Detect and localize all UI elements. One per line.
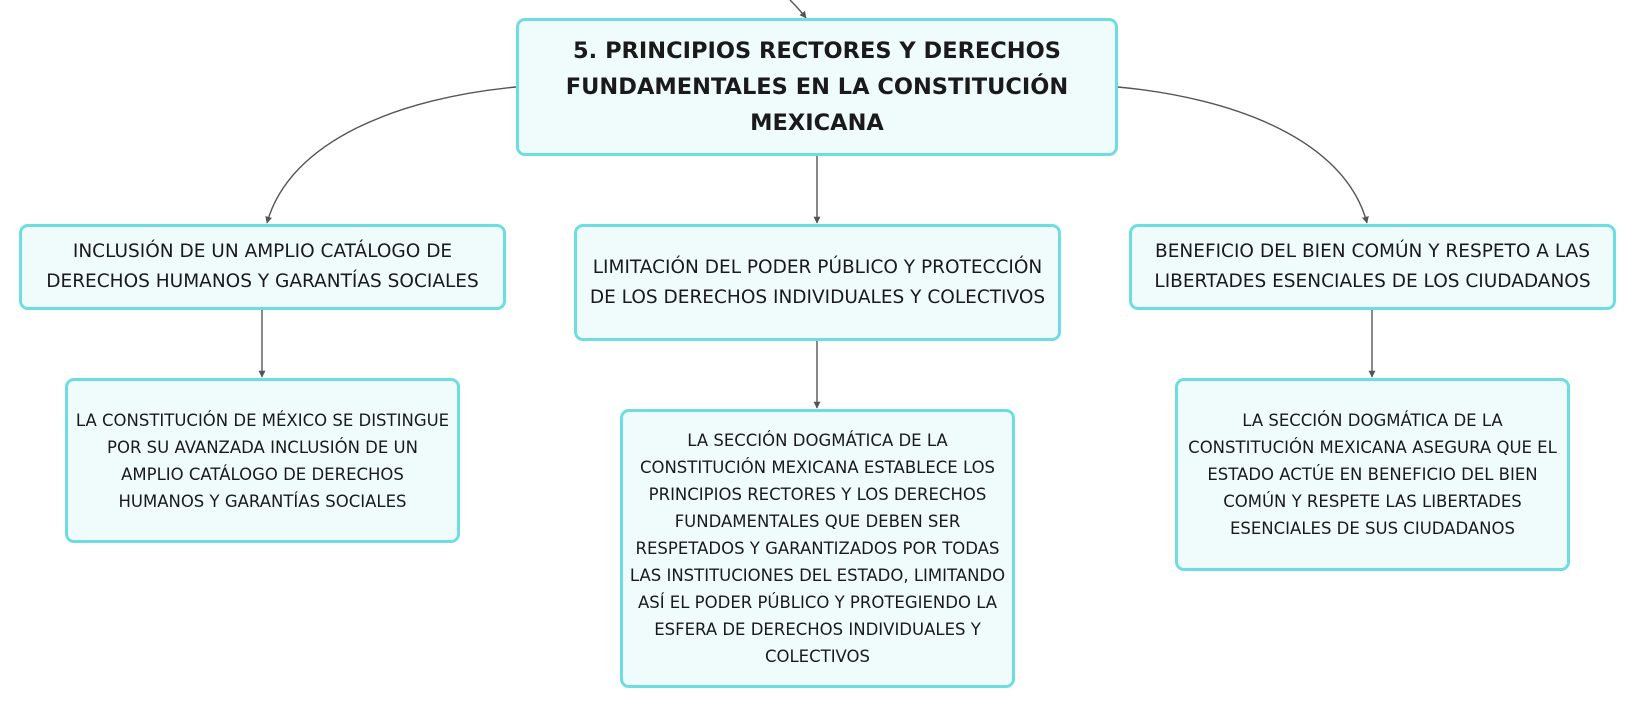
root-topic-text <box>523 33 1111 141</box>
detail-topic-line: ASÍ EL PODER PÚBLICO Y PROTEGIENDO LA <box>637 593 998 612</box>
branch-topic-line: DE LOS DERECHOS INDIVIDUALES Y COLECTIVOS <box>589 286 1046 308</box>
connector-root-to-branch-3 <box>1118 87 1367 223</box>
detail-topic-line: CONSTITUCIÓN MEXICANA ESTABLECE LOS <box>639 458 996 477</box>
root-topic-line: 5. PRINCIPIOS RECTORES Y DERECHOS <box>573 38 1061 64</box>
detail-topic-line: LAS INSTITUCIONES DEL ESTADO, LIMITANDO <box>629 566 1006 585</box>
branch-topic-line: DERECHOS HUMANOS Y GARANTÍAS SOCIALES <box>46 271 479 292</box>
branch-topic-line: INCLUSIÓN DE UN AMPLIO CATÁLOGO DE <box>72 241 453 262</box>
branch-topic-node[interactable] <box>19 224 506 310</box>
branch-topic-text <box>590 253 1045 313</box>
detail-topic-line: ESFERA DE DERECHOS INDIVIDUALES Y <box>654 620 981 639</box>
branch-topic-text <box>1154 237 1590 297</box>
detail-topic-node[interactable] <box>620 409 1015 688</box>
detail-topic-line: HUMANOS Y GARANTÍAS SOCIALES <box>118 491 407 511</box>
connector-root-to-branch-1 <box>267 87 516 223</box>
detail-topic-line: COMÚN Y RESPETE LAS LIBERTADES <box>1223 492 1522 511</box>
detail-topic-line: RESPETADOS Y GARANTIZADOS POR TODAS <box>635 539 1000 558</box>
detail-topic-line: FUNDAMENTALES QUE DEBEN SER <box>674 512 961 531</box>
detail-topic-line: ESTADO ACTÚE EN BENEFICIO DEL BIEN <box>1207 465 1538 484</box>
detail-topic-line: ESENCIALES DE SUS CIUDADANOS <box>1229 519 1515 538</box>
detail-topic-line: POR SU AVANZADA INCLUSIÓN DE UN <box>107 437 418 457</box>
detail-topic-line: LA CONSTITUCIÓN DE MÉXICO SE DISTINGUE <box>75 410 450 430</box>
branch-topic-text <box>46 237 478 297</box>
branch-topic-node[interactable] <box>574 224 1061 341</box>
detail-topic-line: COLECTIVOS <box>764 647 871 666</box>
connector-parent-to-root <box>790 0 806 18</box>
detail-topic-text <box>76 407 449 515</box>
branch-topic-line: BENEFICIO DEL BIEN COMÚN Y RESPETO A LAS <box>1155 241 1590 262</box>
detail-topic-node[interactable] <box>65 378 460 543</box>
detail-topic-line: LA SECCIÓN DOGMÁTICA DE LA <box>1242 411 1503 430</box>
detail-topic-line: PRINCIPIOS RECTORES Y LOS DERECHOS <box>648 485 987 504</box>
root-topic-line: FUNDAMENTALES EN LA CONSTITUCIÓN MEXICANA <box>565 74 1069 136</box>
branch-topic-line: LIBERTADES ESENCIALES DE LOS CIUDADANOS <box>1154 271 1591 292</box>
detail-topic-text <box>630 427 1005 670</box>
root-topic-node[interactable] <box>516 18 1118 156</box>
detail-topic-line: LA SECCIÓN DOGMÁTICA DE LA <box>687 431 948 450</box>
branch-topic-line: LIMITACIÓN DEL PODER PÚBLICO Y PROTECCIÓN <box>592 256 1043 278</box>
detail-topic-line: CONSTITUCIÓN MEXICANA ASEGURA QUE EL <box>1188 438 1557 457</box>
detail-topic-text <box>1188 407 1557 542</box>
detail-topic-node[interactable] <box>1175 378 1570 571</box>
detail-topic-line: AMPLIO CATÁLOGO DE DERECHOS <box>121 464 404 484</box>
branch-topic-node[interactable] <box>1129 224 1616 310</box>
